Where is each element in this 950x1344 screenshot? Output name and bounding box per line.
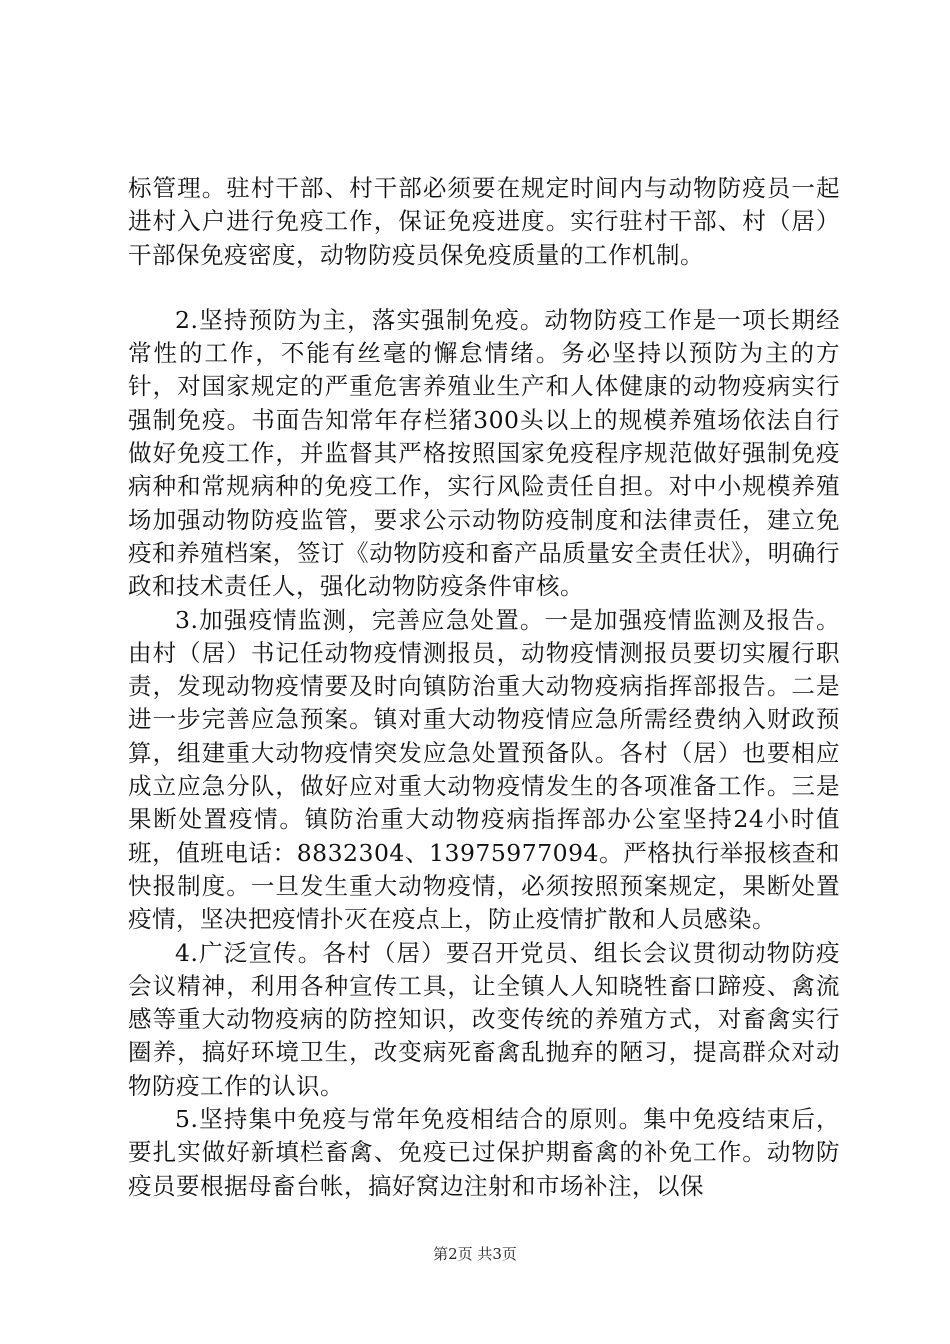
paragraph-item-5: 5.坚持集中免疫与常年免疫相结合的原则。集中免疫结束后，要扎实做好新填栏畜禽、免疫已过保护期畜禽的补免工作。动物防疫员要根据母畜台帐，搞好窝边注射和市场补注，以保: [128, 1105, 840, 1200]
page-number-footer: 第2页 共3页: [433, 1245, 517, 1263]
document-body: [128, 172, 840, 1203]
paragraph-item-2: 2.坚持预防为主，落实强制免疫。动物防疫工作是一项长期经常性的工作，不能有丝毫的懈怠情绪。务必坚持以预防为主的方针，对国家规定的严重危害养殖业生产和人体健康的动物疫病实行强制免疫。书面告知常年存栏猪300头以上的规模养殖场依法自行做好免疫工作，并监督其严格按照国家免疫程序规范做好强制免疫病种和常规病种的免疫工作，实行风险责任自担。对中小规模养殖场加强动物防疫监管，要求公示动物防疫制度和法律责任，建立免疫和养殖档案，签订《动物防疫和畜产品质量安全责任状》，明确行政和技术责任人，强化动物防疫条件审核。: [128, 305, 840, 601]
paragraph-gap: [128, 272, 840, 304]
paragraph-item-4: 4.广泛宣传。各村（居）要召开党员、组长会议贯彻动物防疫会议精神，利用各种宣传工具，让全镇人人知晓牲畜口蹄疫、禽流感等重大动物疫病的防控知识，改变传统的养殖方式，对畜禽实行圈养，搞好环境卫生，改变病死畜禽乱抛弃的陋习，提高群众对动物防疫工作的认识。: [128, 938, 840, 1100]
paragraph-continuation: 标管理。驻村干部、村干部必须要在规定时间内与动物防疫员一起进村入户进行免疫工作，保证免疫进度。实行驻村干部、村（居）干部保免疫密度，动物防疫员保免疫质量的工作机制。: [128, 174, 840, 269]
paragraph-item-3: 3.加强疫情监测，完善应急处置。一是加强疫情监测及报告。由村（居）书记任动物疫情测报员，动物疫情测报员要切实履行职责，发现动物疫情要及时向镇防治重大动物疫病指挥部报告。二是进一步完善应急预案。镇对重大动物疫情应急所需经费纳入财政预算，组建重大动物疫情突发应急处置预备队。各村（居）也要相应成立应急分队，做好应对重大动物疫情发生的各项准备工作。三是果断处置疫情。镇防治重大动物疫病指挥部办公室坚持24小时值班，值班电话：8832304、13975977094。严格执行举报核查和快报制度。一旦发生重大动物疫情，必须按照预案规定，果断处置疫情，坚决把疫情扑灭在疫点上，防止疫情扩散和人员感染。: [128, 605, 840, 934]
